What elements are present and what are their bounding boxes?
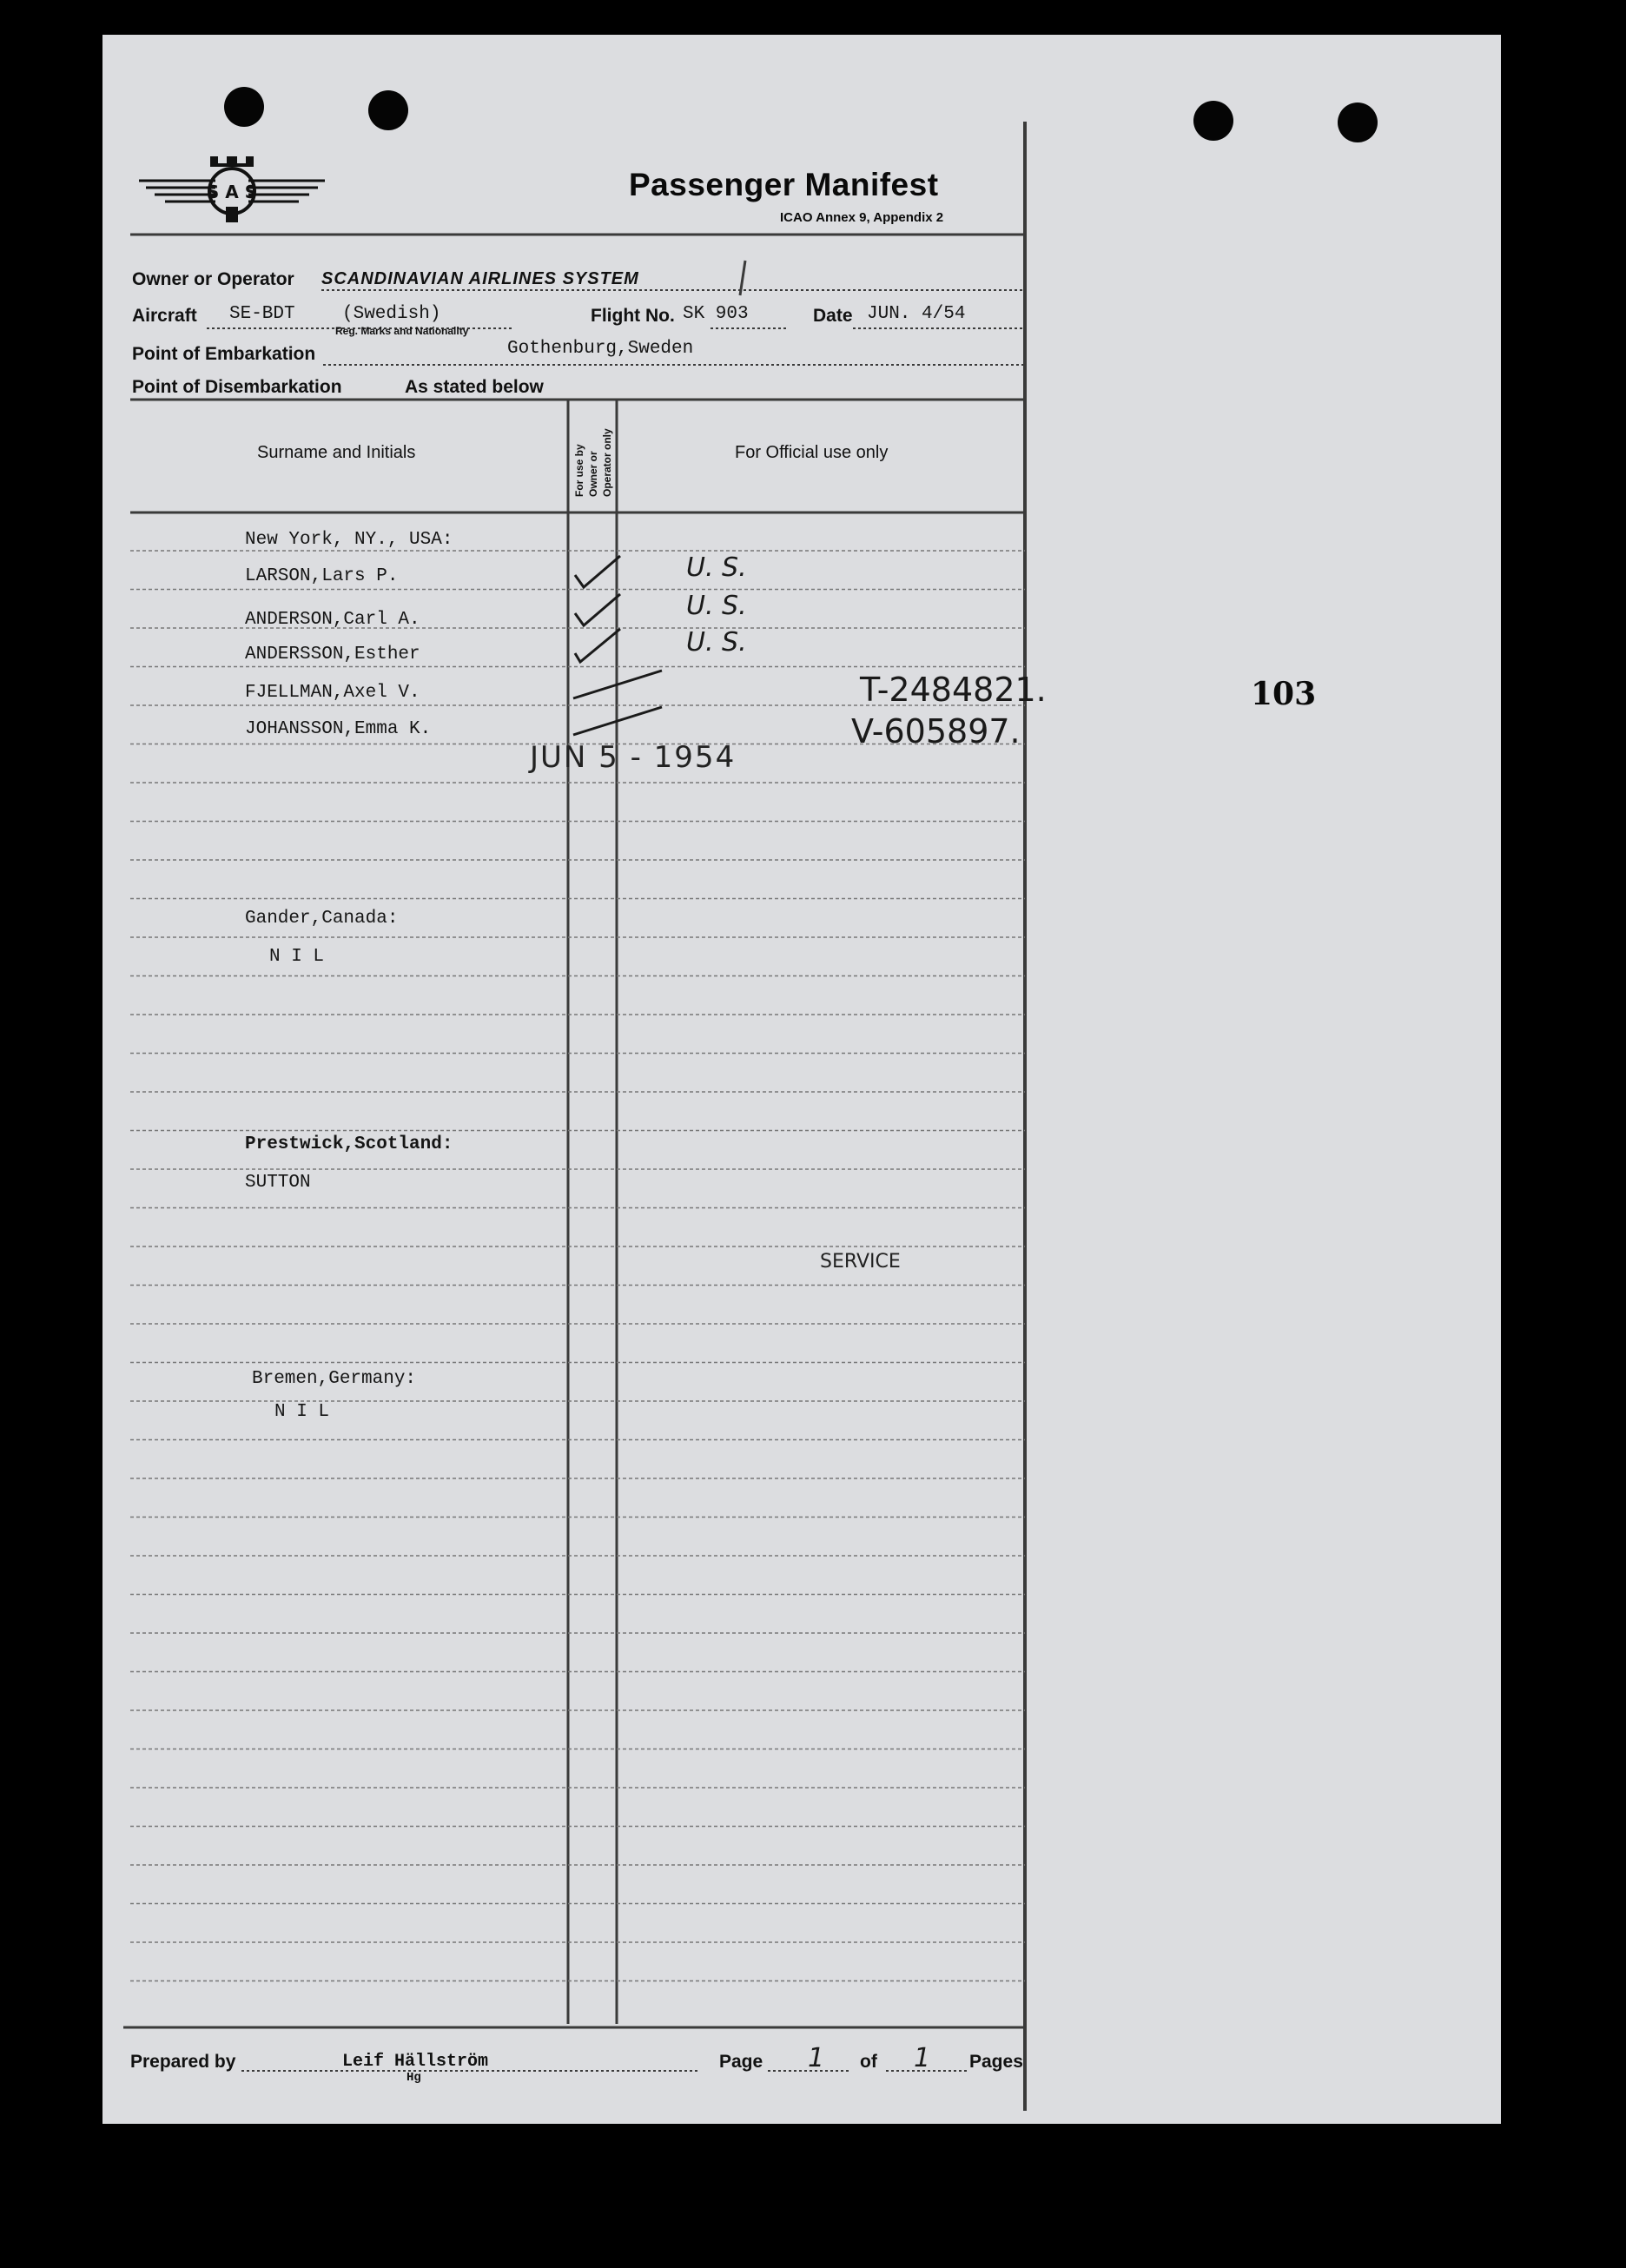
svg-text:S A S: S A S [206,182,258,202]
passenger-name: ANDERSON,Carl A. [245,610,420,630]
nil-entry: N I L [269,947,325,967]
form-subtitle: ICAO Annex 9, Appendix 2 [780,210,944,225]
passenger-name: LARSON,Lars P. [245,566,399,586]
date-value: JUN. 4/54 [867,304,966,324]
embark-value: Gothenburg,Sweden [507,339,694,359]
disembark-value: As stated below [405,377,544,397]
aircraft-value: SE-BDT [229,304,295,324]
destination-heading: Prestwick,Scotland: [245,1134,453,1154]
prepared-initials: Hg [406,2071,421,2085]
embark-label: Point of Embarkation [132,344,316,364]
flight-value: SK 903 [683,304,749,324]
owner-label: Owner or Operator [132,269,294,289]
official-mark: U. S. [686,591,747,621]
passenger-name: SUTTON [245,1173,311,1193]
date-stamp: JUN 5 - 1954 [530,740,737,775]
form-title: Passenger Manifest [629,167,939,202]
page-value: 1 [808,2043,825,2073]
aircraft-label: Aircraft [132,306,197,326]
aircraft-nationality: (Swedish) [342,304,441,324]
page-label: Page [719,2052,763,2072]
date-label: Date [813,306,853,326]
destination-heading: New York, NY., USA: [245,530,453,550]
prepared-label: Prepared by [130,2052,236,2072]
of-label: of [860,2052,877,2072]
destination-heading: Bremen,Germany: [252,1369,417,1389]
owner-value: SCANDINAVIAN AIRLINES SYSTEM [321,269,639,288]
col-owner-header-3: Operator only [601,428,613,497]
passenger-name: FJELLMAN,Axel V. [245,683,420,703]
official-mark: U. S. [686,627,747,658]
col-official-header: For Official use only [735,443,889,462]
destination-heading: Gander,Canada: [245,909,399,929]
visa-number: V-605897. [851,712,1021,750]
of-value: 1 [914,2043,931,2073]
visa-number: T-2484821. [860,671,1047,709]
col-name-header: Surname and Initials [257,443,416,462]
passenger-name: JOHANSSON,Emma K. [245,719,432,739]
flight-label: Flight No. [591,306,675,326]
prepared-value: Leif Hällström [342,2052,489,2072]
pages-label: Pages [969,2052,1023,2072]
aircraft-note: Reg. Marks and Nationality [335,325,469,337]
nil-entry: N I L [274,1402,330,1422]
service-stamp: SERVICE [820,1251,901,1273]
passenger-name: ANDERSSON,Esther [245,645,420,665]
page-number: 103 [1251,676,1317,712]
official-mark: U. S. [686,552,747,583]
disembark-label: Point of Disembarkation [132,377,342,397]
col-owner-header-2: Owner or [587,451,599,497]
col-owner-header-1: For use by [573,444,585,497]
